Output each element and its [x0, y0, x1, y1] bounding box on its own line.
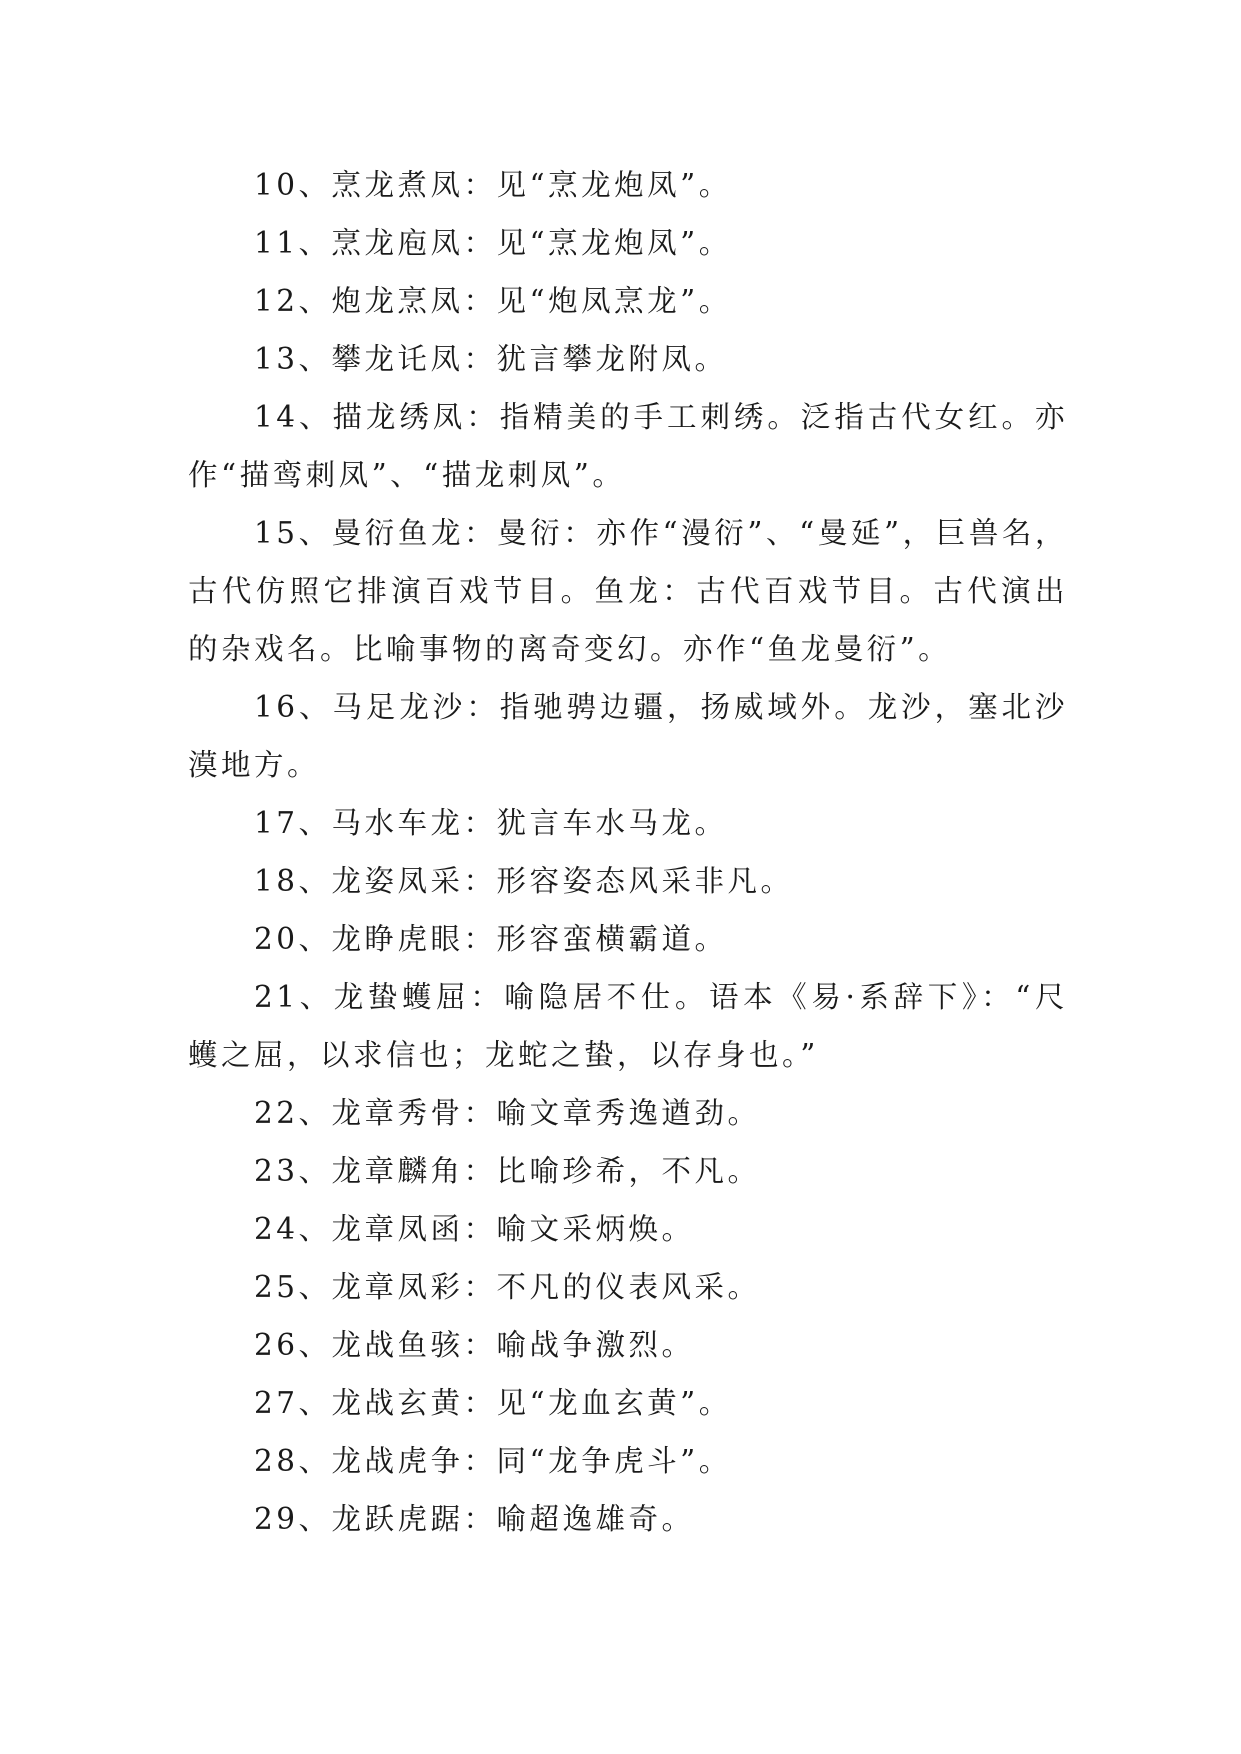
list-item: 12、炮龙烹凤：见“炮凤烹龙”。: [254, 284, 732, 318]
list-item: 26、龙战鱼骇：喻战争激烈。: [254, 1328, 695, 1362]
list-item: 11、烹龙庖凤：见“烹龙炮凤”。: [254, 226, 732, 260]
list-item: 13、攀龙讬凤：犹言攀龙附凤。: [254, 342, 728, 376]
list-item: 27、龙战玄黄：见“龙血玄黄”。: [254, 1386, 732, 1420]
list-item: 17、马水车龙：犹言车水马龙。: [254, 806, 728, 840]
entry-list: [188, 156, 1068, 1548]
list-item: 21、龙蛰蠖屈：喻隐居不仕。语本《易·系辞下》：“尺蠖之屈，以求信也；龙蛇之蛰，以存身也。”: [188, 980, 1068, 1072]
list-item: 25、龙章凤彩：不凡的仪表风采。: [254, 1270, 761, 1304]
list-item: 15、曼衍鱼龙：曼衍：亦作“漫衍”、“曼延”，巨兽名，古代仿照它排演百戏节目。鱼龙：古代百戏节目。古代演出的杂戏名。比喻事物的离奇变幻。亦作“鱼龙曼衍”。: [188, 516, 1068, 666]
list-item: 28、龙战虎争：同“龙争虎斗”。: [254, 1444, 732, 1478]
list-item: 24、龙章凤函：喻文采炳焕。: [254, 1212, 695, 1246]
list-item: 14、描龙绣凤：指精美的手工刺绣。泛指古代女红。亦作“描鸾刺凤”、“描龙刺凤”。: [188, 400, 1068, 492]
list-item: 22、龙章秀骨：喻文章秀逸遒劲。: [254, 1096, 761, 1130]
list-item: 20、龙睁虎眼：形容蛮横霸道。: [254, 922, 728, 956]
list-item: 16、马足龙沙：指驰骋边疆，扬威域外。龙沙，塞北沙漠地方。: [188, 690, 1068, 782]
list-item: 23、龙章麟角：比喻珍希，不凡。: [254, 1154, 761, 1188]
list-item: 29、龙跃虎踞：喻超逸雄奇。: [254, 1502, 695, 1536]
list-item: 10、烹龙煮凤：见“烹龙炮凤”。: [254, 168, 732, 202]
list-item: 18、龙姿凤采：形容姿态风采非凡。: [254, 864, 794, 898]
